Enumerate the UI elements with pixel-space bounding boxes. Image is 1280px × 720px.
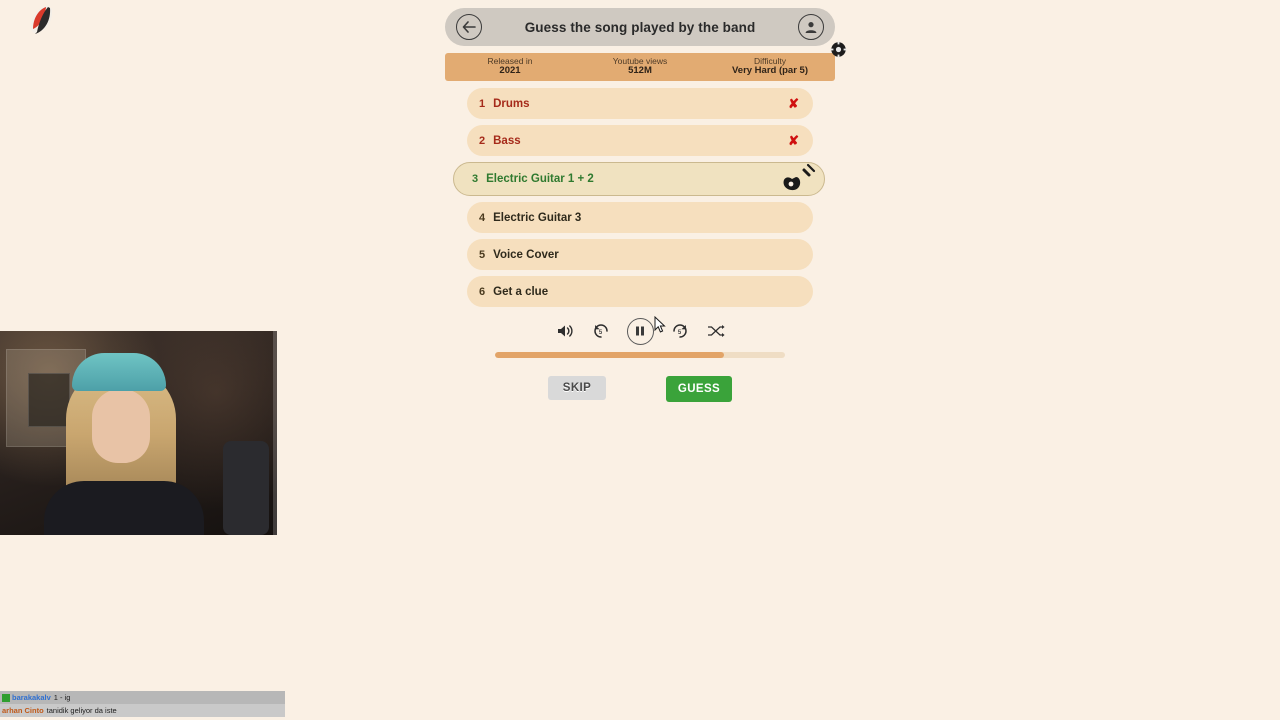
song-info-bar (445, 53, 835, 81)
info-released (445, 57, 575, 78)
option-number: 2 (479, 134, 486, 147)
game-header (445, 8, 835, 46)
info-label: Youtube views (612, 55, 668, 66)
game-panel (445, 8, 835, 402)
info-difficulty (705, 57, 835, 78)
option-label: Electric Guitar 1 + 2 (486, 173, 594, 185)
shuffle-icon (707, 324, 725, 338)
chat-message: tanidik geliyor da iste (46, 706, 117, 715)
option-row[interactable] (467, 202, 813, 233)
instrument-options (445, 88, 835, 307)
chat-line (0, 691, 285, 704)
option-label: Voice Cover (493, 248, 559, 261)
chat-username: barakakalv (12, 693, 51, 702)
option-label: Get a clue (493, 285, 549, 298)
guess-button[interactable]: GUESS (666, 376, 732, 402)
forward-button[interactable] (670, 321, 690, 341)
volume-button[interactable] (555, 321, 575, 341)
chat-username: arhan Cinto (2, 706, 44, 715)
option-row-active[interactable] (453, 162, 825, 196)
option-label: Electric Guitar 3 (493, 211, 582, 224)
subscriber-badge-icon (2, 694, 10, 702)
option-number: 6 (479, 285, 486, 298)
player-controls (445, 317, 835, 345)
chat-message: 1 - ig (53, 693, 71, 702)
info-value: Very Hard (par 5) (731, 65, 809, 77)
rewind-seconds: 5 (598, 330, 603, 336)
arrow-left-icon (462, 21, 476, 33)
action-buttons (445, 376, 835, 402)
site-logo (26, 4, 56, 36)
background-chair (223, 441, 269, 535)
progress-fill (495, 352, 724, 358)
option-label: Bass (493, 134, 521, 147)
info-views (575, 57, 705, 78)
electric-guitar-icon (778, 159, 818, 199)
option-row-get-a-clue[interactable] (467, 276, 813, 307)
option-number: 1 (479, 97, 486, 110)
background-poster (28, 373, 70, 427)
option-row[interactable] (467, 125, 813, 156)
mouse-cursor (654, 316, 666, 334)
skip-button[interactable]: SKIP (548, 376, 606, 400)
rewind-button[interactable] (591, 321, 611, 341)
play-pause-button[interactable] (627, 318, 654, 345)
info-label: Difficulty (754, 55, 786, 66)
streamer-face (92, 389, 150, 463)
option-label: Drums (493, 97, 530, 110)
volume-icon (556, 323, 574, 339)
option-row[interactable] (467, 239, 813, 270)
option-row[interactable] (467, 88, 813, 119)
info-value: 2021 (499, 65, 521, 77)
page-title: Guess the song played by the band (524, 19, 756, 35)
user-icon (804, 20, 818, 34)
option-number: 3 (472, 173, 479, 185)
streamer-body (44, 481, 204, 535)
info-label: Released in (487, 55, 533, 66)
wrong-mark-icon: ✘ (788, 95, 799, 111)
webcam-edge (273, 331, 277, 535)
pause-icon (634, 325, 646, 337)
shuffle-button[interactable] (706, 321, 726, 341)
progress-bar[interactable] (495, 352, 785, 358)
webcam-overlay[interactable] (0, 331, 277, 535)
feather-logo-icon (26, 4, 56, 36)
option-number: 5 (479, 248, 486, 261)
wrong-mark-icon: ✘ (788, 132, 799, 148)
profile-button[interactable] (798, 14, 824, 40)
forward-seconds: 5 (677, 330, 682, 336)
back-button[interactable] (456, 14, 482, 40)
chat-line (0, 704, 285, 717)
info-value: 512M (628, 65, 652, 77)
chat-overlay (0, 691, 285, 717)
streamer-hat (72, 353, 166, 391)
settings-button[interactable] (830, 41, 847, 58)
option-number: 4 (479, 211, 486, 224)
gear-icon (830, 41, 847, 58)
